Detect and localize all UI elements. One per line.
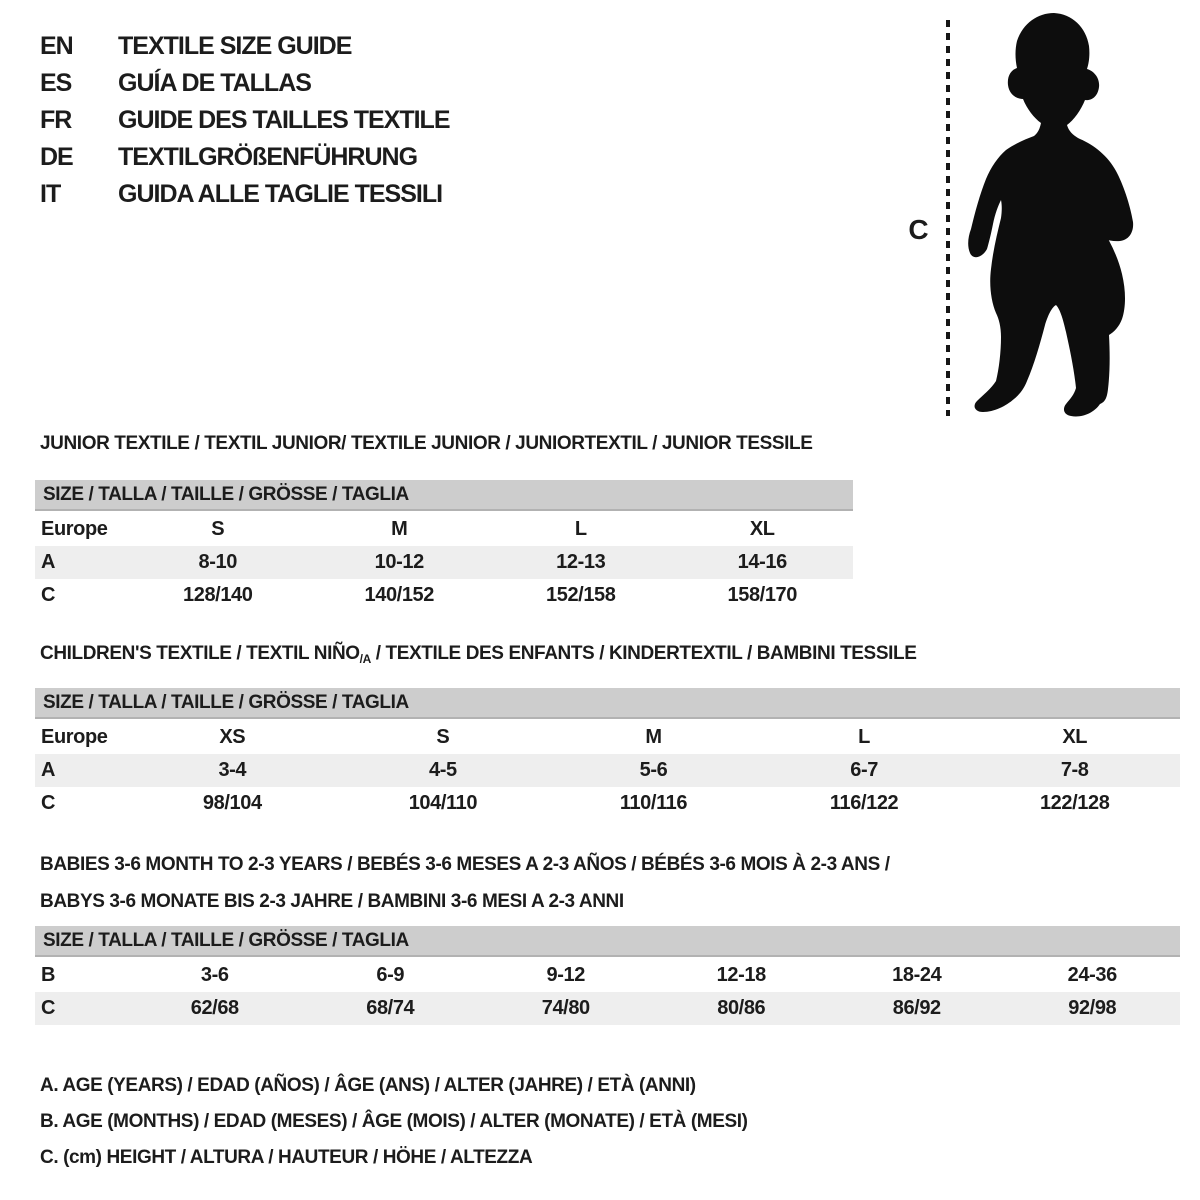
- language-code: EN: [40, 32, 73, 60]
- language-label: GUÍA DE TALLAS: [118, 69, 311, 97]
- language-title-list: [40, 28, 450, 213]
- month-cell: 3-6: [200, 964, 229, 986]
- legend-footnotes: [40, 1068, 748, 1176]
- month-cell: 12-18: [716, 964, 766, 986]
- month-cell: 24-36: [1067, 964, 1117, 986]
- age-cell: 6-7: [850, 759, 878, 781]
- language-row-de: [40, 139, 450, 176]
- size-header-text: SIZE / TALLA / TAILLE / GRÖSSE / TAGLIA: [43, 692, 409, 713]
- size-cell: XL: [749, 518, 775, 540]
- language-label: TEXTILGRÖßENFÜHRUNG: [118, 143, 418, 171]
- size-header-text: SIZE / TALLA / TAILLE / GRÖSSE / TAGLIA: [43, 484, 409, 505]
- height-cell: 152/158: [546, 584, 616, 606]
- table-row-europe: [35, 513, 853, 546]
- month-cell: 9-12: [546, 964, 585, 986]
- size-header-bar: [35, 688, 1180, 719]
- table-row-months: [35, 959, 1180, 992]
- babies-size-table: [35, 926, 1180, 1025]
- height-cell: 158/170: [727, 584, 797, 606]
- height-cell: 86/92: [892, 997, 941, 1019]
- footnote-age-years: A. AGE (YEARS) / EDAD (AÑOS) / ÂGE (ANS) / ALTER (JAHRE) / ETÀ (ANNI): [40, 1075, 696, 1096]
- children-title-subscript: /A: [359, 652, 371, 666]
- table-row-age: [35, 546, 853, 579]
- size-cell: L: [574, 518, 587, 540]
- age-cell: 7-8: [1060, 759, 1089, 781]
- table-row-europe: [35, 721, 1180, 754]
- footnote-age-months: B. AGE (MONTHS) / EDAD (MESES) / ÂGE (MOIS) / ALTER (MONATE) / ETÀ (MESI): [40, 1111, 748, 1132]
- age-cell: 5-6: [639, 759, 668, 781]
- table-row-height: [35, 579, 853, 612]
- baby-silhouette-icon: [968, 10, 1146, 420]
- month-cell: 6-9: [376, 964, 405, 986]
- language-code: FR: [40, 106, 72, 134]
- row-label: Europe: [41, 518, 108, 540]
- age-cell: 8-10: [198, 551, 237, 573]
- footnote-height-cm: C. (cm) HEIGHT / ALTURA / HAUTEUR / HÖHE / ALTEZZA: [40, 1147, 533, 1168]
- children-title-suffix: / TEXTILE DES ENFANTS / KINDERTEXTIL / BAMBINI TESSILE: [370, 643, 917, 664]
- size-cell: S: [436, 726, 450, 748]
- height-cell: 110/116: [619, 792, 688, 814]
- language-row-it: [40, 176, 450, 213]
- row-label: C: [41, 997, 56, 1019]
- size-cell: M: [391, 518, 408, 540]
- height-cell: 74/80: [541, 997, 590, 1019]
- month-cell: 18-24: [892, 964, 942, 986]
- language-code: ES: [40, 69, 72, 97]
- height-cell: 104/110: [408, 792, 478, 814]
- height-cell: 140/152: [364, 584, 434, 606]
- size-cell: XL: [1062, 726, 1088, 748]
- age-cell: 12-13: [556, 551, 606, 573]
- height-measure-dashed-line: [946, 20, 950, 416]
- language-label: TEXTILE SIZE GUIDE: [118, 32, 352, 60]
- language-label: GUIDE DES TAILLES TEXTILE: [118, 106, 450, 134]
- row-label: C: [41, 792, 56, 814]
- row-label: Europe: [41, 726, 108, 748]
- size-header-bar: [35, 926, 1180, 957]
- age-cell: 14-16: [737, 551, 787, 573]
- height-cell: 62/68: [190, 997, 239, 1019]
- height-measure-label: C: [908, 214, 928, 245]
- height-cell: 122/128: [1039, 792, 1110, 814]
- language-row-fr: [40, 102, 450, 139]
- table-row-height: [35, 787, 1180, 820]
- children-section-title: [40, 642, 916, 671]
- table-row-height: [35, 992, 1180, 1025]
- height-cell: 92/98: [1068, 997, 1117, 1019]
- height-cell: 116/122: [829, 792, 899, 814]
- row-label: A: [41, 759, 56, 781]
- language-label: GUIDA ALLE TAGLIE TESSILI: [118, 180, 443, 208]
- age-cell: 4-5: [429, 759, 457, 781]
- size-cell: XS: [219, 726, 246, 748]
- row-label: B: [41, 964, 56, 986]
- age-cell: 10-12: [374, 551, 424, 573]
- language-code: DE: [40, 143, 73, 171]
- row-label: C: [41, 584, 56, 606]
- children-size-table: [35, 688, 1180, 820]
- size-header-text: SIZE / TALLA / TAILLE / GRÖSSE / TAGLIA: [43, 930, 409, 951]
- babies-section-title: [40, 846, 1000, 920]
- height-cell: 80/86: [717, 997, 766, 1019]
- babies-title-line2: BABYS 3-6 MONATE BIS 2-3 JAHRE / BAMBINI 3-6 MESI A 2-3 ANNI: [40, 891, 624, 912]
- height-cell: 98/104: [202, 792, 262, 814]
- junior-size-table: [35, 480, 853, 612]
- height-cell: 128/140: [183, 584, 253, 606]
- age-cell: 3-4: [218, 759, 247, 781]
- language-code: IT: [40, 180, 61, 208]
- size-cell: M: [645, 726, 662, 748]
- size-header-bar: [35, 480, 853, 511]
- row-label: A: [41, 551, 56, 573]
- size-cell: S: [211, 518, 225, 540]
- babies-title-line1: BABIES 3-6 MONTH TO 2-3 YEARS / BEBÉS 3-6 MESES A 2-3 AÑOS / BÉBÉS 3-6 MOIS À 2-3 ANS /: [40, 854, 890, 875]
- language-row-en: [40, 28, 450, 65]
- table-row-age: [35, 754, 1180, 787]
- size-cell: L: [858, 726, 870, 748]
- height-cell: 68/74: [366, 997, 415, 1019]
- children-title-prefix: CHILDREN'S TEXTILE / TEXTIL NIÑO: [40, 643, 360, 664]
- language-row-es: [40, 65, 450, 102]
- junior-section-title: JUNIOR TEXTILE / TEXTIL JUNIOR/ TEXTILE JUNIOR / JUNIORTEXTIL / JUNIOR TESSILE: [40, 433, 813, 454]
